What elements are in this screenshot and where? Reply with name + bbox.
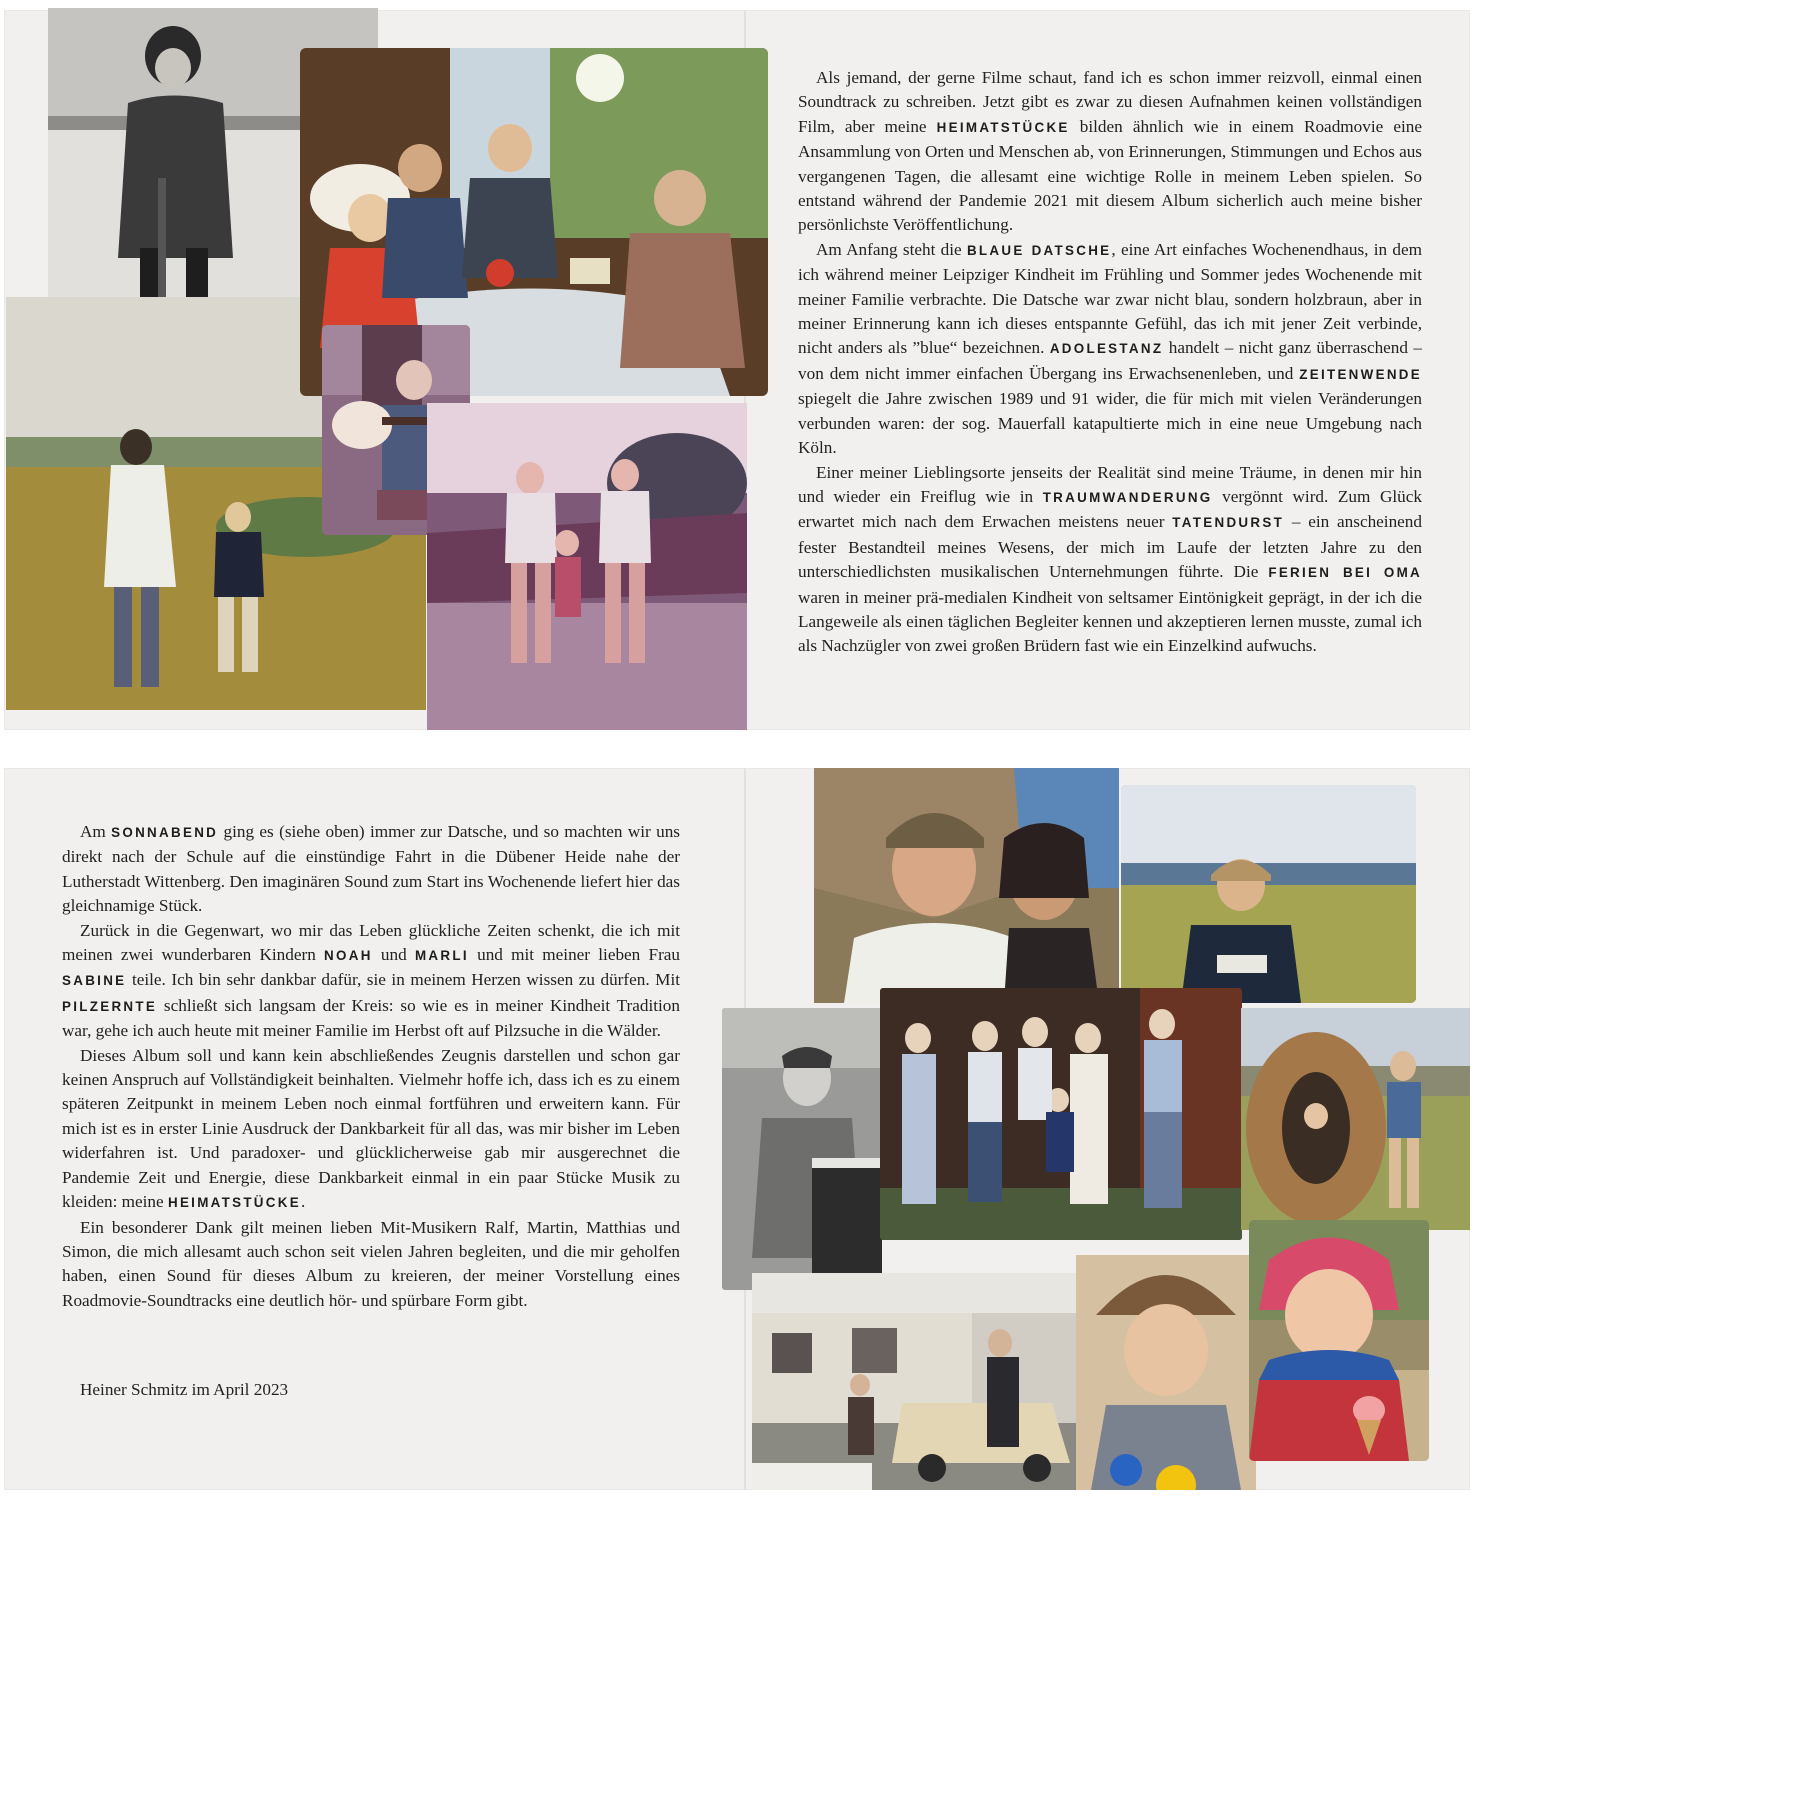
track-title: SABINE xyxy=(62,973,127,989)
photo-kids-in-tractor-tire xyxy=(1241,1008,1470,1230)
text-run: spiegelt die Jahre zwischen 1989 und 91 wider, die für mich mit vielen Veränderungen verbunden waren: der sog. Mauerfall katapultierte mich in eine neue Umgebung nach Köln. xyxy=(798,389,1422,458)
text-run: Am xyxy=(80,822,112,841)
text-run: waren in meiner prä-medialen Kindheit von seltsamer Eintönigkeit geprägt, in der ich die Langeweile als einen täglichen Begleiter kennen und akzeptieren lernen musste, zumal ich als Nachzügler von zwei großen Brüdern fast wie ein Einzelkind aufwuchs. xyxy=(798,587,1422,656)
paragraph xyxy=(62,1044,680,1216)
text-run: ging es (siehe oben) immer zur Datsche, und so machten wir uns direkt nach der Schule auf die einstündige Fahrt in die Dübener Heide nahe der Lutherstadt Wittenberg. Den imaginären Sound zum Start ins Wochenende liefert hier das gleichnamige Stück. xyxy=(62,822,680,916)
paragraph xyxy=(62,820,680,919)
track-title: HEIMATSTÜCKE xyxy=(936,119,1070,135)
track-title: TATENDURST xyxy=(1172,515,1285,531)
photo-brothers-by-fence xyxy=(427,403,747,730)
paragraph xyxy=(798,238,1422,461)
track-title: NOAH xyxy=(324,948,373,964)
text-run: und xyxy=(372,945,415,965)
bottom-page-text-block xyxy=(62,820,680,1313)
text-run: Einer meiner Lieblingsorte jenseits der Realität sind meine Träume, in denen mir hin und wieder ein Freiflug wie in xyxy=(798,462,1422,506)
track-title: FERIEN BEI OMA xyxy=(1268,565,1422,581)
track-title: ZEITENWENDE xyxy=(1299,366,1422,382)
text-run: handelt – nicht ganz überraschend – von dem nicht immer einfachen Übergang ins Erwachsenenleben, und xyxy=(798,338,1422,383)
text-run: Dieses Album soll und kann kein abschließendes Zeugnis darstellen und schon gar keinen Anspruch auf Vollständigkeit beinhalten. Vielmehr hoffe ich, dass ich es zu einem späteren Zeitpunkt in meinem Leben noch einmal fortführen und erweitern kann. Für mich ist es in erster Linie Ausdruck der Dankbarkeit für all das, was mir bisher im Leben widerfahren ist. Und paradoxer- und glücklicherweise gab mir ausgerechnet die Pandemie Zeit und Energie, diese Dankbarkeit einmal in ein paar Stücke Musik zu kleiden: meine xyxy=(62,1045,680,1212)
text-run: teile. Ich bin sehr dankbar dafür, sie in meinem Herzen wissen zu dürfen. Mit xyxy=(126,970,680,990)
signature-line: Heiner Schmitz im April 2023 xyxy=(80,1380,289,1399)
text-run: . xyxy=(300,1192,306,1212)
text-run: Am Anfang steht die xyxy=(816,239,967,259)
photo-couple-selfie xyxy=(814,768,1119,1003)
track-title: HEIMATSTÜCKE xyxy=(167,1195,301,1211)
photo-toddler-ice-cream xyxy=(1249,1220,1429,1461)
track-title: TRAUMWANDERUNG xyxy=(1042,489,1213,505)
track-title: PILZERNTE xyxy=(62,998,158,1014)
text-run: Als jemand, der gerne Filme schaut, fand ich es schon immer reizvoll, einmal einen Soundtrack zu schreiben. Jetzt gibt es zwar zu diesen Aufnahmen keinen vollständigen Film, aber meine xyxy=(798,68,1422,136)
text-run: – ein anscheinend fester Bestandteil meines Wesens, der mich im Laufe der letzten Jahre zu den unterschiedlichsten musikalischen Unternehmungen führte. Die xyxy=(798,512,1422,582)
text-run: schließt sich langsam der Kreis: so wie es in meiner Kindheit Tradition war, gehe ich auch heute mit meiner Familie im Herbst oft auf Pilzsuche in die Wälder. xyxy=(62,995,680,1041)
photo-house-and-car xyxy=(752,1273,1077,1490)
paragraph xyxy=(798,461,1422,659)
paragraph xyxy=(798,66,1422,238)
photo-girl-at-piano xyxy=(722,1008,882,1290)
text-run: bilden ähnlich wie in einem Roadmovie eine Ansammlung von Orten und Menschen ab, von Erinnerungen, Stimmungen und Echos aus vergangenen Tagen, die allesamt eine wichtige Rolle in meinem Leben spielen. So entstand während der Pandemie 2021 mit diesem Album sicherlich auch meine bisher persönlichste Veröffentlichung. xyxy=(798,116,1422,235)
track-title: BLAUE DATSCHE xyxy=(966,242,1112,258)
top-booklet-spread xyxy=(4,10,1470,730)
text-run: Ein besonderer Dank gilt meinen lieben Mit-Musikern Ralf, Martin, Matthias und Simon, die mich allesamt auch schon seit vielen Jahren begleiten, und die mir geholfen haben, einen Sound für dieses Album zu kreieren, der meiner Vorstellung eines Roadmovie-Soundtracks eine deutlich hör- und spürbare Form gibt. xyxy=(62,1217,680,1310)
top-page-text-block xyxy=(798,66,1422,659)
text-run: vergönnt wird. Zum Glück erwartet mich nach dem Erwachen meistens neuer xyxy=(798,486,1422,532)
paragraph xyxy=(62,919,680,1044)
paragraph xyxy=(62,1216,680,1314)
track-title: MARLI xyxy=(414,948,469,964)
text-run: und mit meiner lieben Frau xyxy=(468,945,681,965)
text-run: Zurück in die Gegenwart, wo mir das Leben glückliche Zeiten schenkt, die ich mit meinen zwei wunderbaren Kindern xyxy=(62,920,680,965)
photo-boy-roller-shirt xyxy=(1121,785,1416,1003)
text-run: , eine Art einfaches Wochenendhaus, in dem ich während meiner Leipziger Kindheit im Frühling und Sommer jedes Wochenende mit meiner Familie verbrachte. Die Datsche war zwar nicht blau, sondern holzbraun, aber in meiner Erinnerung kann ich dieses entspannte Gefühl, das ich mit jener Zeit verbinde, nicht anders als ”blue“ bezeichnen. xyxy=(798,239,1422,358)
photo-extended-family-group xyxy=(880,988,1242,1240)
track-title: ADOLESTANZ xyxy=(1049,341,1164,357)
track-title: SONNABEND xyxy=(111,825,219,840)
photo-boy-straw-hat xyxy=(1076,1255,1256,1490)
bottom-booklet-spread xyxy=(4,768,1470,1490)
